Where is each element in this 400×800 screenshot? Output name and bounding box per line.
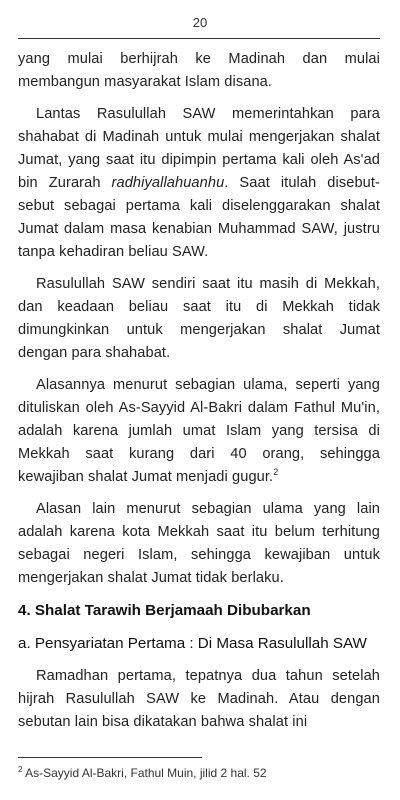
paragraph-2 bbox=[18, 103, 380, 264]
paragraph-1 bbox=[18, 48, 380, 94]
paragraph-1-text: yang mulai berhijrah ke Madinah dan mulai membangun masyarakat Islam disana. bbox=[18, 51, 380, 90]
page-number: 20 bbox=[192, 15, 208, 30]
footnote-marker: 2 bbox=[18, 765, 23, 774]
paragraph-3-text: Rasulullah SAW sendiri saat itu masih di Mekkah, dan keadaan beliau saat itu di Mekkah tidak dimungkinkan untuk mengerjakan shalat Jumat dengan para shahabat. bbox=[18, 276, 380, 361]
footnote bbox=[18, 765, 380, 781]
paragraph-6 bbox=[18, 665, 380, 734]
paragraph-6-text: Ramadhan pertama, tepatnya dua tahun setelah hijrah Rasulullah SAW ke Madinah. Atau dengan sebutan lain bisa dikatakan bahwa shalat ini bbox=[18, 668, 380, 730]
paragraph-4-text: Alasannya menurut sebagian ulama, seperti yang dituliskan oleh As-Sayyid Al-Bakri dalam Fathul Mu'in, adalah karena jumlah umat Islam yang tersisa di Mekkah saat kurang dari 40 orang, sehingga kewajiban shalat Jumat menjadi gugur. bbox=[18, 377, 380, 485]
paragraph-3 bbox=[18, 273, 380, 365]
section-heading: 4. Shalat Tarawih Berjamaah Dibubarkan bbox=[18, 602, 311, 619]
subsection-heading: a. Pensyariatan Pertama : Di Masa Rasulullah SAW bbox=[18, 635, 367, 652]
footnote-text: As-Sayyid Al-Bakri, Fathul Muin, jilid 2 hal. 52 bbox=[22, 766, 267, 780]
header-rule bbox=[18, 38, 380, 39]
paragraph-5 bbox=[18, 498, 380, 590]
paragraph-2-italic: radhiyallahuanhu bbox=[111, 175, 225, 191]
paragraph-4 bbox=[18, 374, 380, 489]
paragraph-5-text: Alasan lain menurut sebagian ulama yang lain adalah karena kota Mekkah saat itu belum terhitung sebagai negeri Islam, sehingga kewajiban untuk mengerjakan shalat Jumat tidak berlaku. bbox=[18, 501, 380, 586]
paragraph-2-text-a: Lantas Rasulullah SAW memerintahkan para shahabat di Madinah untuk mulai mengerjakan shalat Jumat, yang saat itu dipimpin pertama kali oleh As'ad bin Zurarah bbox=[18, 106, 380, 191]
footnote-reference[interactable]: 2 bbox=[273, 467, 279, 478]
footnote-rule bbox=[18, 757, 202, 758]
paragraph-2-text-b: . Saat itulah disebut-sebut sebagai pertama kali diselenggarakan shalat Jumat dalam masa kenabian Muhammad SAW, justru tanpa kehadiran beliau SAW. bbox=[18, 175, 380, 260]
page-content bbox=[18, 48, 380, 743]
